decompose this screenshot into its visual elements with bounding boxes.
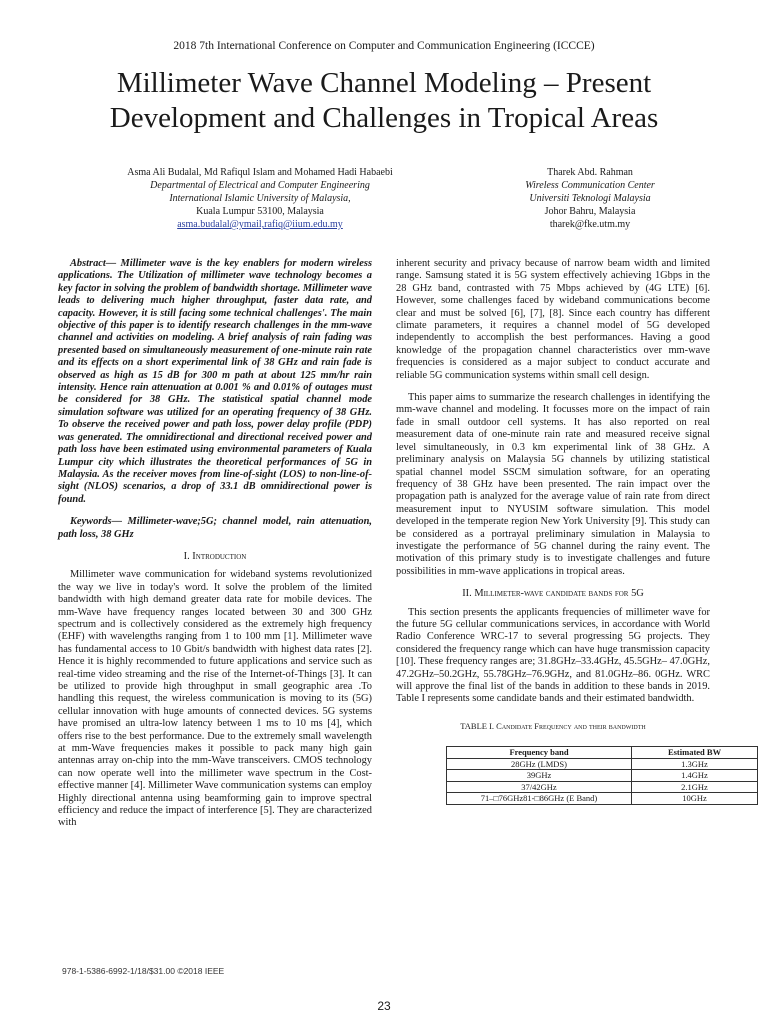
candidate-bands-table <box>446 746 758 805</box>
author-names: Asma Ali Budalal, Md Rafiqul Islam and Mohamed Hadi Habaebi <box>127 167 393 178</box>
table-row <box>447 758 758 770</box>
paragraph-aims: This paper aims to summarize the research challenges in identifying the mm-wave channel and modeling. It focusses more on the impact of rain fade in small outdoor cell systems. It has also reported on real measurement data of one-minute rain rate and measured receive signal level simultaneously, in 0.3 km experimental link of 38 GHz. A preliminary analysis on Malaysia 5G channels by utilizing statistical spatial channel model SSCM simulation software, for an operating frequency of 38 GHz have been presented. The rain impact over the propagation path is analyzed for the average value of rain rate from direct measurement input to NYUSIM software simulation. This model developed in the temperate region New York University [9]. This study can be considered as a portrayal preliminary simulation in Malaysia to investigate the performance of 5G channel during the rainy event. The motivation of this primary study is to investigate challenges and future possibilities in mm-wave applications in tropical areas. <box>396 392 710 577</box>
keywords: Keywords— Millimeter-wave;5G; channel model, rain attenuation, path loss, 38 GHz <box>58 516 372 540</box>
author-names: Tharek Abd. Rahman <box>547 167 633 178</box>
author-block-right <box>480 166 700 231</box>
author-department: Departmental of Electrical and Computer Engineering <box>150 180 370 191</box>
introduction-paragraph: Millimeter wave communication for wideband systems revolutionized the way we live in today's word. It solve the problem of the limited bandwidth with high demand greater data rate for mobile devices. The mm-Wave have frequency ranges located between 30 and 300 GHz spectrum and is collectively considered as the extremely high frequency (EHF) with wavelengths ranging from 1 to 100 mm [1]. Millimeter wave has fundamental access to 10 Gbit/s bandwidth with highest data rates [2]. Hence it is highly recommended to future applications and service such as real-time video streaming and the rise of the Internet-of-Things [3]. It can be utilized to provide high throughput in small geographic area .To handling this request, the wireless communication is moving to its (5G) cellular innovation with huge amounts of connected devices. 5G systems have promised an ultra-low latency between 1 ms to 10 ms [4], which offers rise to the best performance. Due to the extremely small wavelength at mm-Wave frequencies makes it possible to pack many high gain antennas array on-chip into the mm-Wave transceivers. CMOS technology can now operate well into the millimeter wave spectrum in the Cost-effective manner [4]. Millimeter Wave communication systems can employ Highly directional antenna using beamforming gain to improve spectral efficiency and reduce the impact of interference [5]. They are characterized with <box>58 569 372 829</box>
table-cell: 37/42GHz <box>447 781 632 793</box>
author-university: Universiti Teknologi Malaysia <box>529 193 651 204</box>
author-city: Kuala Lumpur 53100, Malaysia <box>196 206 324 217</box>
paragraph-candidate-bands: This section presents the applicants frequencies of millimeter wave for the future 5G cellular communications services, in accordance with World Radio Conference WRC-17 to several progressing 5G projects. They considered the frequency range which can have huge transmission capacity [10]. These frequency ranges are; 31.8GHz–33.4GHz, 45.5GHz– 47.0GHz, 47.2GHz–50.2GHz, 55.78GHz–76.9GHz, and 81.0GHz–86. 0GHz. WRC will approve the final list of the bands in addition to these bands in 2019. Table I represents some candidate bands and their estimated bandwidth. <box>396 606 710 705</box>
author-department: Wireless Communication Center <box>525 180 655 191</box>
section-heading-candidate-bands: II. Millimeter-wave candidate bands for 5G <box>462 588 644 600</box>
conference-header: 2018 7th International Conference on Computer and Communication Engineering (ICCCE) <box>173 40 595 52</box>
left-column <box>58 258 372 830</box>
table-caption: TABLE I. Candidate Frequency and their bandwidth <box>460 720 646 731</box>
abstract <box>58 258 372 506</box>
table-header-row <box>447 747 758 759</box>
table-cell: 10GHz <box>632 793 758 805</box>
page-number: 23 <box>377 999 391 1013</box>
table-cell: 1.4GHz <box>632 770 758 782</box>
column-header-frequency-band: Frequency band <box>447 747 632 759</box>
paper-title <box>40 66 728 136</box>
table-cell: 71–□76GHz81-□86GHz (E Band) <box>447 793 632 805</box>
abstract-lead: Abstract— <box>70 258 117 269</box>
table-cell: 2.1GHz <box>632 781 758 793</box>
title-line-2: Development and Challenges in Tropical Areas <box>109 102 659 134</box>
author-city: Johor Bahru, Malaysia <box>544 206 636 217</box>
table-cell: 39GHz <box>447 770 632 782</box>
column-header-estimated-bw: Estimated BW <box>632 747 758 759</box>
table-row <box>447 793 758 805</box>
table-row <box>447 781 758 793</box>
copyright-footer: 978-1-5386-6992-1/18/$31.00 ©2018 IEEE <box>62 966 225 976</box>
abstract-text: Millimeter wave is the key enablers for modern wireless applications. The Utilization of millimeter wave technology becomes a key factor in solving the problem of bandwidth shortage. Millimeter wave leads to delivering much higher throughput, faster data rate, and capacity. However, it is still facing some technical challenges'. The main objective of this paper is to identify research challenges in the mm-wave channel and activities on modeling. A brief analysis of rain fading was presented based on simultaneously measurement of one-minute rain rate and its effects on a short experimental link of 38 GHz and rain fade is observed as high as 15 dB for 300 m path at about 125 mm/hr rain intensity. Hence rain attenuation at 0.001 % and 0.01% of outages must be considered for 38 GHz. The statistical spatial channel mode simulation software was utilized for an operating frequency of 38 GHz. To observe the received power and path loss, power delay profile (PDP) was generated. The omnidirectional and directional received power and path loss have been estimated using environmental parameters of Kuala Lumpur city which illustrates the theoretical performances of 5G in Malaysia. As the receiver moves from line-of-sight (LOS) to non-line-of-sight (NLOS) scenarios, a drop of 33.1 dB omnidirectional power is found. <box>58 258 372 505</box>
author-email-link[interactable]: asma.budalal@ymail,rafiq@iium.edu.my <box>177 219 343 230</box>
table-cell: 1.3GHz <box>632 758 758 770</box>
table-cell: 28GHz (LMDS) <box>447 758 632 770</box>
author-block-left <box>90 166 430 231</box>
table-row <box>447 770 758 782</box>
title-line-1: Millimeter Wave Channel Modeling – Present <box>116 67 652 99</box>
right-column <box>396 258 722 805</box>
author-email: tharek@fke.utm.my <box>549 219 631 230</box>
author-university: International Islamic University of Malaysia, <box>169 193 351 204</box>
section-heading-introduction: I. Introduction <box>183 550 247 562</box>
paragraph-continued: inherent security and privacy because of narrow beam width and limited range. Samsung stated it is 5G system effectively achieving 1Gbps in the 28 GHz band, contrasted with 75 Mbps achieved by (4G LTE) [6]. However, some challenges faced by wideband communications become clear and must be solved [6], [7], [8]. Since each country has different climate parameters, it requires a channel model of 5G developed independently to accomplish the best performances. Having a good knowledge of the propagation channel characteristics over mm-wave frequencies is considered as a major subject to conduct accurate and reliable 5G communication systems within small cell design. <box>396 258 710 381</box>
